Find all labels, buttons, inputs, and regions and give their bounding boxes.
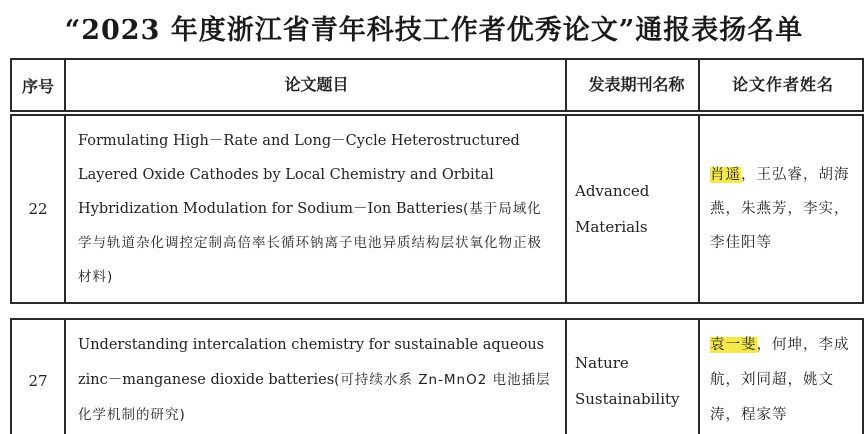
author-list — [699, 319, 863, 434]
row-number: 22 — [11, 115, 65, 303]
header-num: 序号 — [11, 59, 65, 111]
paper-title — [65, 115, 566, 303]
row-number: 27 — [11, 319, 65, 434]
paper-title-english: Understanding intercalation chemistry for sustainable aqueous zinc－manganese dioxide batteries — [78, 337, 545, 388]
other-authors: ，王弘睿，胡海燕，朱燕芳，李实，李佳阳等 — [710, 167, 850, 251]
paper-title — [65, 319, 566, 434]
table-header — [10, 58, 864, 112]
paper-title-chinese: (可持续水系 Zn-MnO2 电池插层化学机制的研究) — [78, 372, 551, 423]
header-title: 论文题目 — [65, 59, 566, 111]
journal-name: Nature Sustainability — [566, 319, 699, 434]
paper-title-chinese: (基于局域化学与轨道杂化调控定制高倍率长循环钠离子电池异质结构层状氧化物正极材料) — [78, 201, 542, 285]
header-journal: 发表期刊名称 — [566, 59, 699, 111]
highlighted-author: 肖遥 — [710, 167, 741, 183]
header-authors: 论文作者姓名 — [699, 59, 863, 111]
highlighted-author: 袁一斐 — [710, 337, 757, 353]
table-row — [10, 114, 864, 304]
table-row — [10, 318, 864, 434]
page-title: “2023 年度浙江省青年科技工作者优秀论文”通报表扬名单 — [64, 15, 804, 46]
author-list — [699, 115, 863, 303]
paper-title-english: Formulating High－Rate and Long－Cycle Heterostructured Layered Oxide Cathodes by Local Chemistry and Orbital Hybridization Modulation for Sodium－Ion Batteries — [78, 133, 520, 217]
other-authors: ，何坤，李成航，刘同超，姚文涛，程家等 — [710, 337, 850, 423]
journal-name: Advanced Materials — [566, 115, 699, 303]
